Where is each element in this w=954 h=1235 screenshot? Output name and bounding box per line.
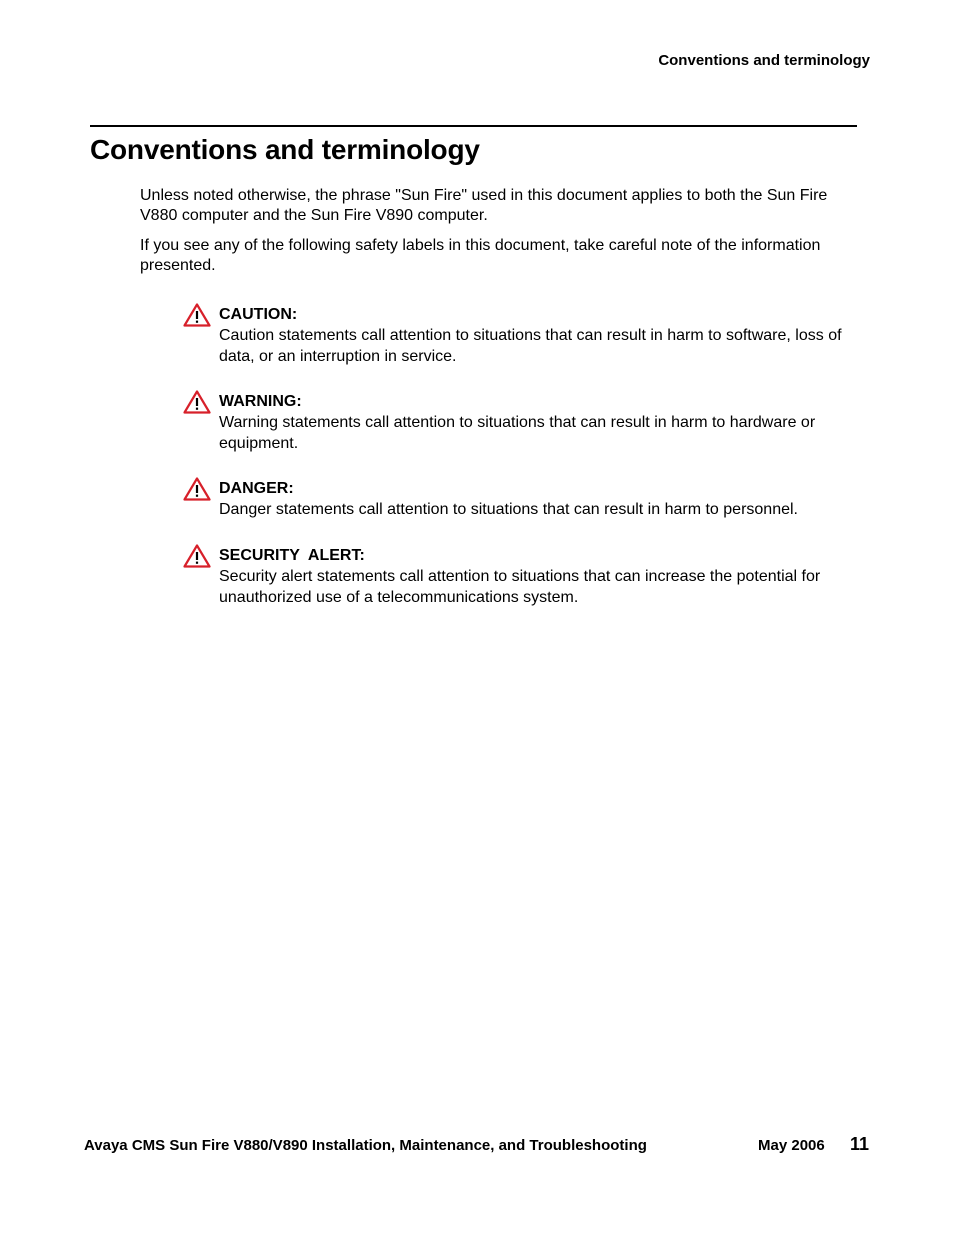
security-alert-text: Security alert statements call attention to situations that can increase the potential for unauthorized use of a telecommunications system. — [219, 568, 821, 606]
warning-triangle-icon — [183, 390, 211, 414]
safety-labels-paragraph: If you see any of the following safety labels in this document, take careful note of the information presented. — [140, 237, 821, 274]
page-title: Conventions and terminology — [90, 134, 480, 165]
security-alert-label: SECURITY ALERT: — [219, 547, 365, 564]
title-rule — [90, 125, 857, 127]
danger-text: Danger statements call attention to situations that can result in harm to personnel. — [219, 501, 798, 518]
danger-label: DANGER: — [219, 480, 294, 497]
caution-label: CAUTION: — [219, 306, 298, 323]
warning-triangle-icon — [183, 303, 211, 327]
caution-text: Caution statements call attention to situations that can result in harm to software, loss of data, or an interruption in service. — [219, 327, 842, 365]
running-head: Conventions and terminology — [658, 52, 870, 69]
footer-doc-title: Avaya CMS Sun Fire V880/V890 Installation, Maintenance, and Troubleshooting — [84, 1137, 647, 1154]
warning-label: WARNING: — [219, 393, 302, 410]
page-number: 11 — [850, 1134, 870, 1154]
warning-triangle-icon — [183, 544, 211, 568]
intro-paragraph: Unless noted otherwise, the phrase "Sun Fire" used in this document applies to both the Sun Fire V880 computer and the Sun Fire V890 computer. — [140, 187, 828, 224]
warning-text: Warning statements call attention to situations that can result in harm to hardware or equipment. — [219, 414, 816, 452]
warning-triangle-icon — [183, 477, 211, 501]
footer-date: May 2006 — [758, 1137, 825, 1154]
